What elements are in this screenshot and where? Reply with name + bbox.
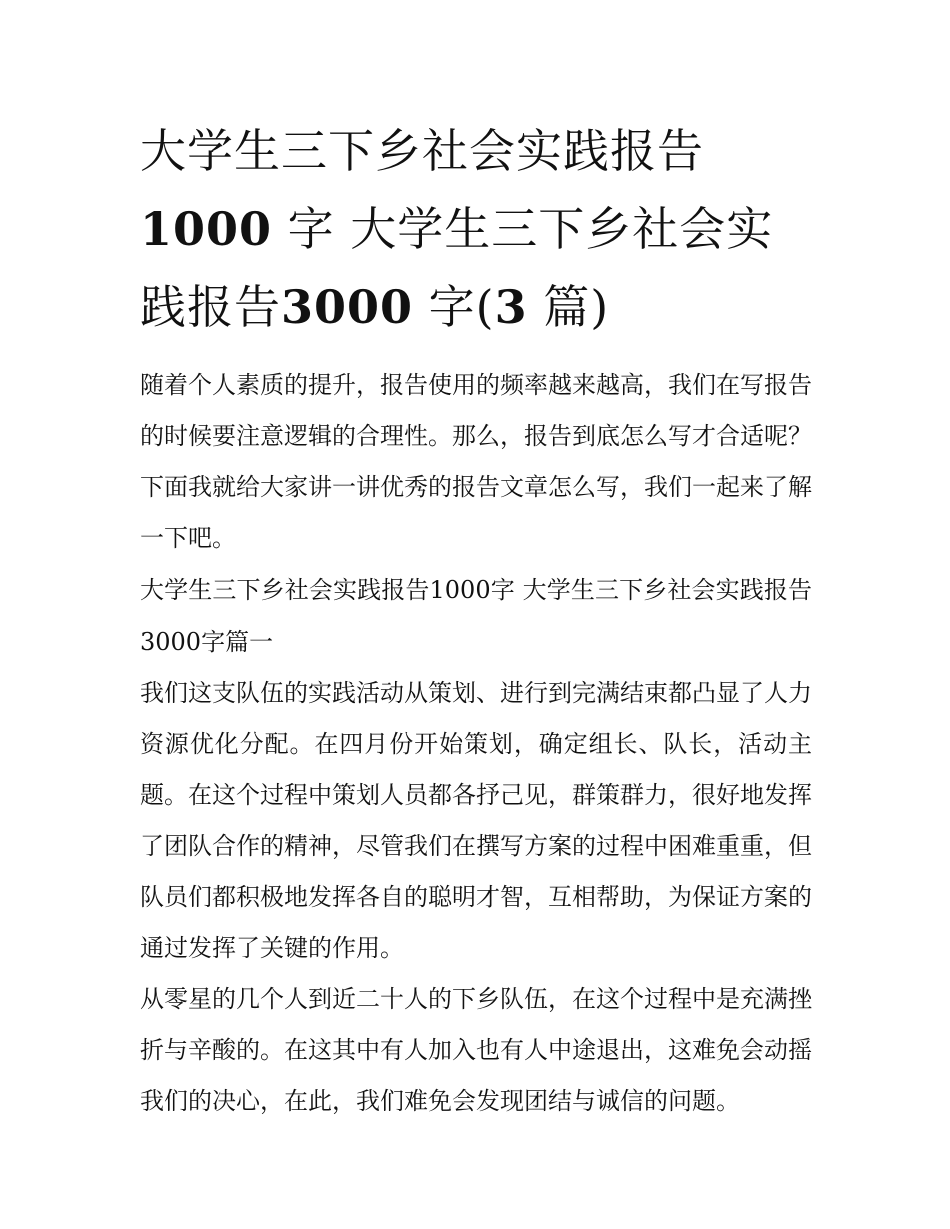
title-number-3: 3 [494, 280, 528, 334]
document-title [140, 112, 812, 346]
section-heading: 大学生三下乡社会实践报告1000字 大学生三下乡社会实践报告3000字篇一 [140, 576, 812, 656]
title-number-1000: 1000 [140, 202, 273, 256]
document-page [140, 112, 812, 1127]
title-number-3000: 3000 [281, 280, 414, 334]
title-text-2: 字 大学生三下乡社会实践报告 [140, 202, 774, 334]
title-text-4: 篇) [527, 280, 610, 334]
intro-paragraph: 随着个人素质的提升，报告使用的频率越来越高，我们在写报告的时候要注意逻辑的合理性。那么，报告到底怎么写才合适呢？下面我就给大家讲一讲优秀的报告文章怎么写，我们一起来了解一下吧。 [140, 371, 812, 552]
body-paragraph-1: 我们这支队伍的实践活动从策划、进行到完满结束都凸显了人力资源优化分配。在四月份开始策划，确定组长、队长，活动主题。在这个过程中策划人员都各抒己见，群策群力，很好地发挥了团队合作的精神，尽管我们在撰写方案的过程中困难重重，但队员们都积极地发挥各自的聪明才智，互相帮助，为保证方案的通过发挥了关键的作用。 [140, 679, 812, 962]
body-paragraph-2: 从零星的几个人到近二十人的下乡队伍，在这个过程中是充满挫折与辛酸的。在这其中有人加入也有人中途退出，这难免会动摇我们的决心，在此，我们难免会发现团结与诚信的问题。 [140, 985, 812, 1115]
title-text-1: 大学生三下乡社会实践报告 [140, 124, 704, 178]
title-text-3: 字( [413, 280, 495, 334]
